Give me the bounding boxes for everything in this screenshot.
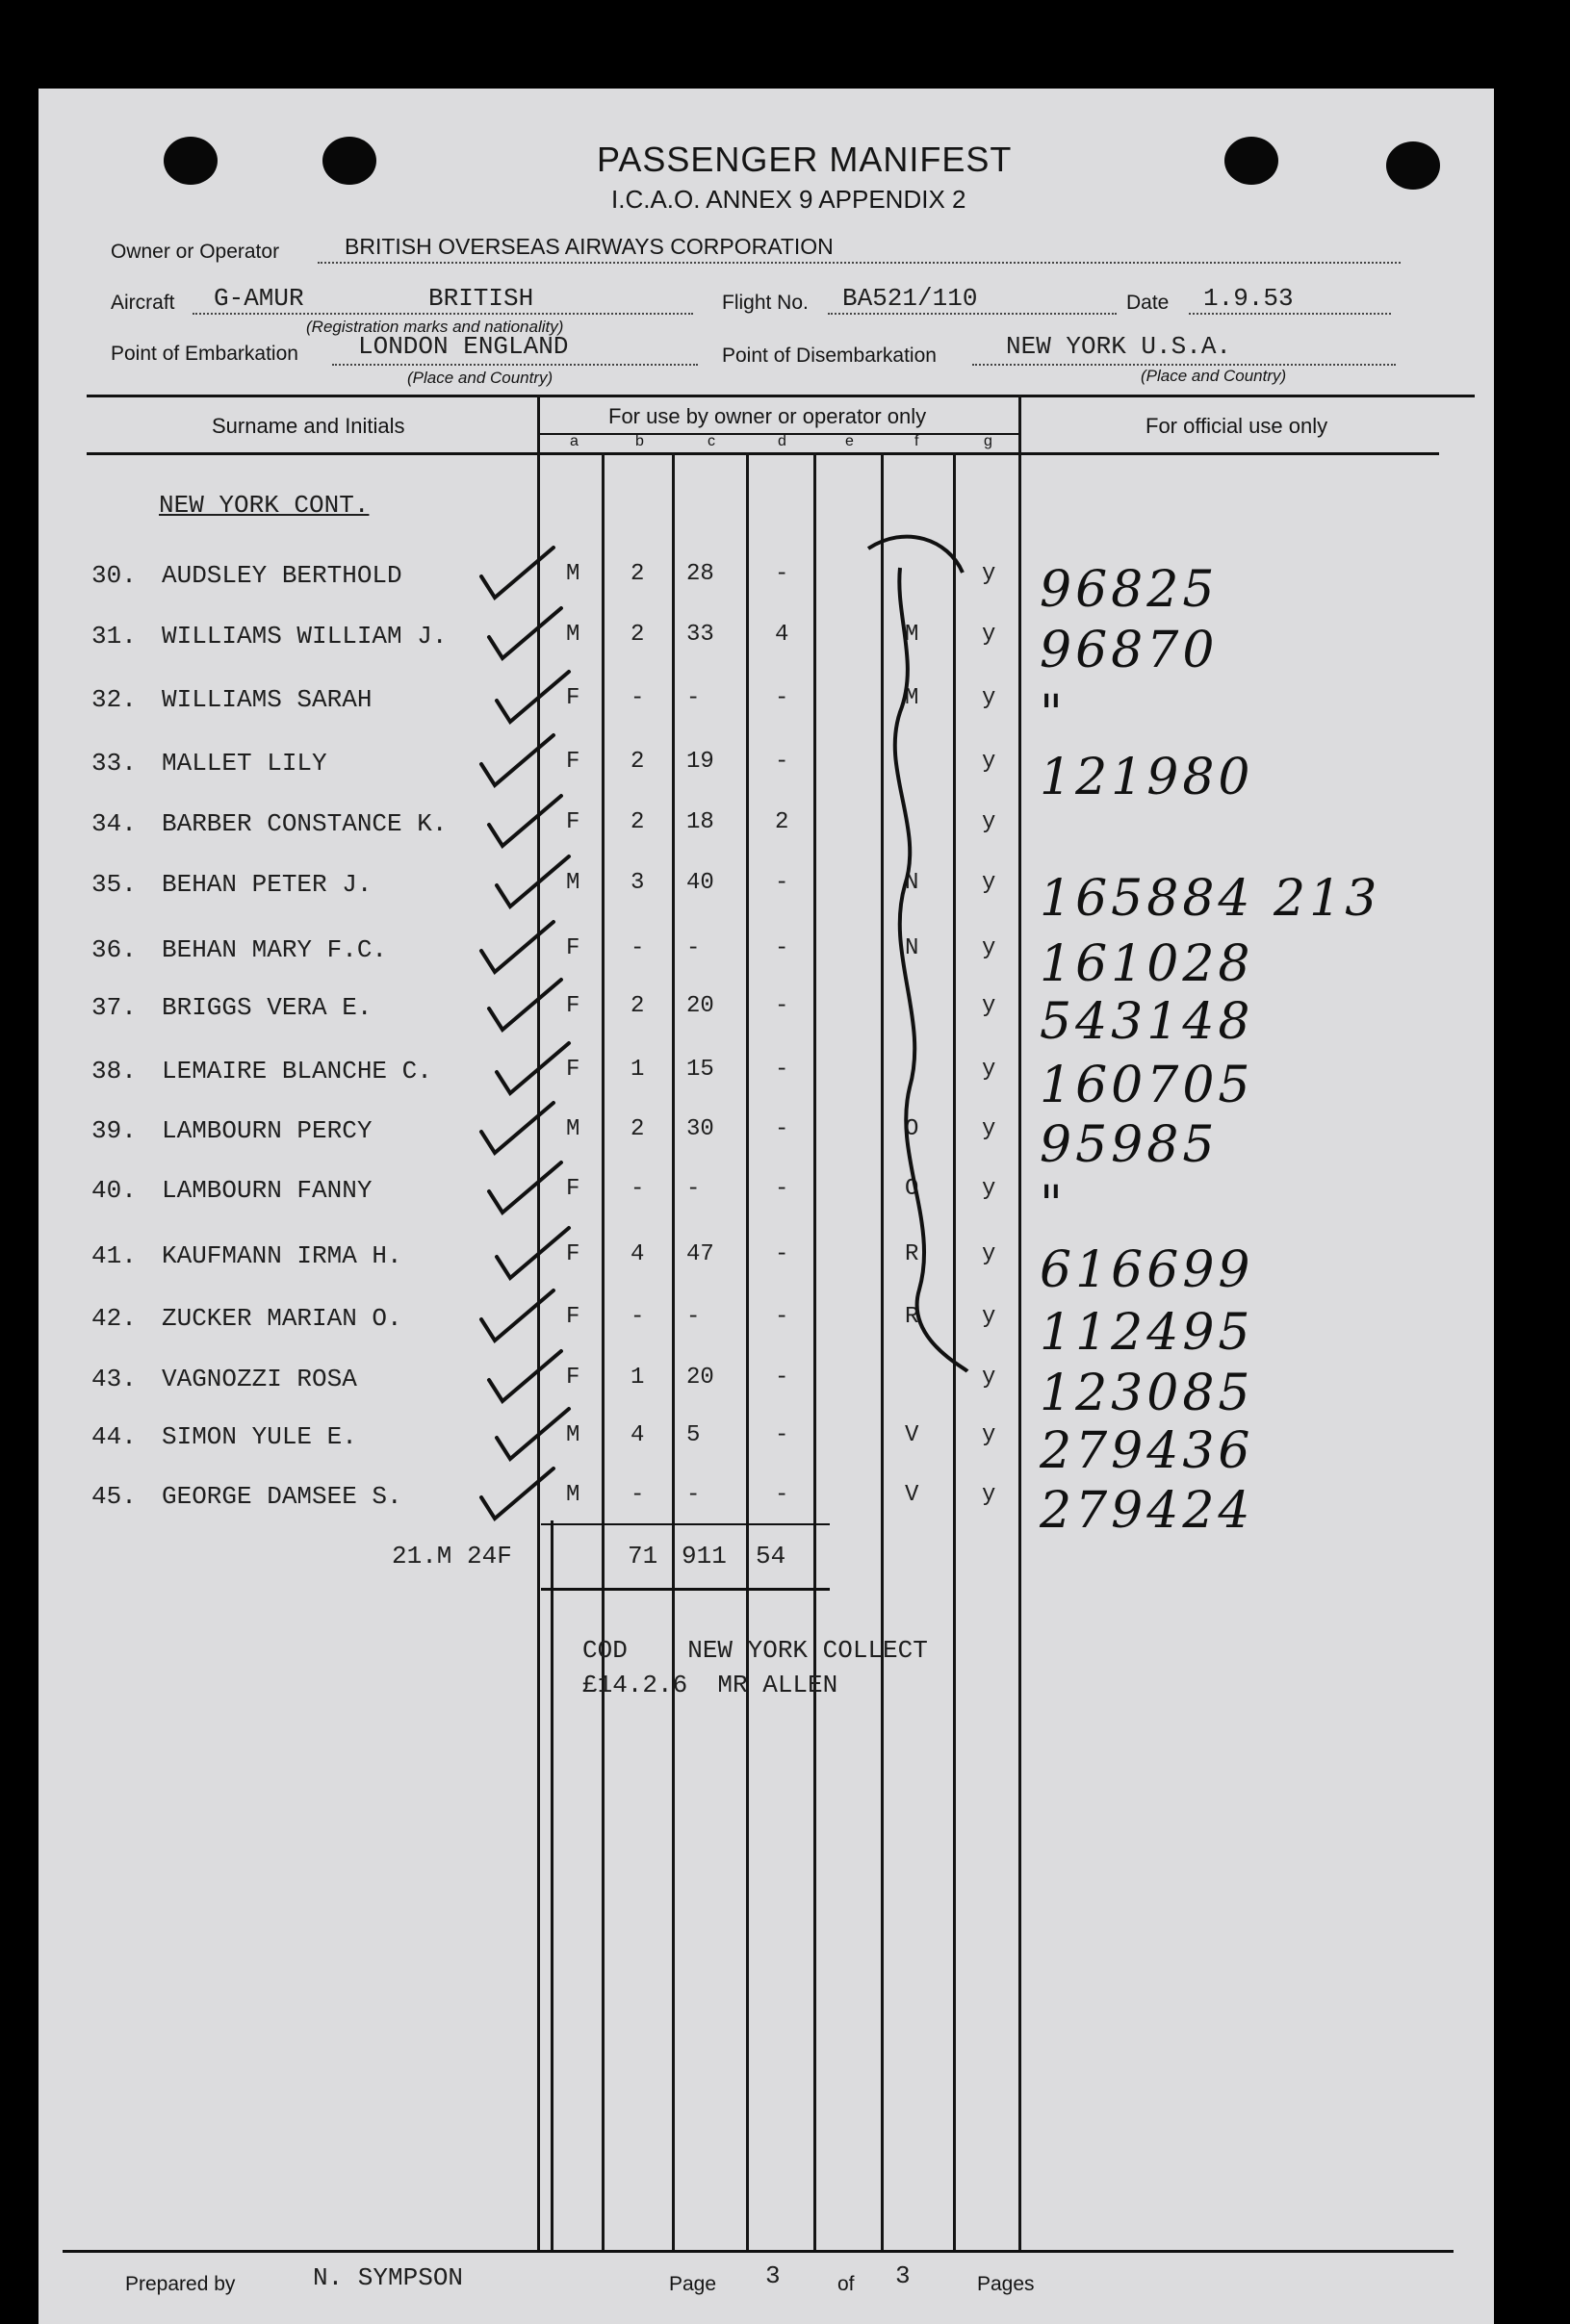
column-f-squiggle [868, 537, 967, 1371]
check-mark [497, 856, 569, 907]
official-number: 96825 [1040, 561, 1219, 619]
column-g-value: y [982, 749, 996, 775]
column-c-value: 20 [686, 1365, 714, 1391]
column-d-value: - [775, 993, 789, 1019]
totals-b: 71 [628, 1542, 658, 1571]
column-g-value: y [982, 1482, 996, 1508]
column-letter-b: b [635, 433, 644, 449]
passenger-name: LEMAIRE BLANCHE C. [162, 1057, 432, 1085]
owner-use-header: For use by owner or operator only [608, 404, 927, 428]
column-a-value: F [566, 685, 580, 711]
official-number: " [1040, 1176, 1067, 1234]
passenger-name: LAMBOURN FANNY [162, 1176, 373, 1205]
row-number: 40. [91, 1176, 137, 1205]
row-number: 42. [91, 1304, 137, 1333]
column-b-value: 3 [631, 870, 645, 896]
column-a-value: M [566, 561, 580, 587]
disembark-place-note: (Place and Country) [1141, 367, 1287, 385]
row-number: 30. [91, 561, 137, 590]
column-b-value: - [631, 935, 645, 961]
column-d-value: - [775, 1482, 789, 1508]
embark-place-note: (Place and Country) [407, 369, 553, 387]
date-value: 1.9.53 [1203, 284, 1294, 313]
column-d-value: - [775, 1241, 789, 1267]
check-mark [481, 1103, 553, 1153]
check-mark [489, 980, 561, 1030]
column-c-value: - [686, 1304, 701, 1330]
passenger-name: MALLET LILY [162, 749, 327, 778]
check-mark [497, 1043, 569, 1093]
aircraft-label: Aircraft [111, 292, 175, 314]
flight-no-label: Flight No. [722, 292, 809, 314]
column-d-value: - [775, 1422, 789, 1448]
column-d-value: - [775, 870, 789, 896]
check-mark [481, 1468, 553, 1519]
row-number: 38. [91, 1057, 137, 1085]
column-b-value: 2 [631, 1116, 645, 1142]
official-use-header: For official use only [1145, 414, 1328, 438]
prepared-by-value: N. SYMPSON [313, 2263, 464, 2292]
column-f-value: N [905, 870, 919, 896]
column-a-value: F [566, 749, 580, 775]
page-label: Page [669, 2273, 717, 2295]
column-c-value: - [686, 935, 701, 961]
column-a-value: F [566, 1365, 580, 1391]
aircraft-nationality: BRITISH [428, 284, 534, 313]
column-b-value: 2 [631, 622, 645, 648]
column-c-value: 40 [686, 870, 714, 896]
column-b-value: - [631, 1482, 645, 1508]
column-b-value: 4 [631, 1241, 645, 1267]
passenger-name: LAMBOURN PERCY [162, 1116, 373, 1145]
column-c-value: - [686, 685, 701, 711]
passenger-name: BEHAN PETER J. [162, 870, 373, 899]
column-f-value: R [905, 1241, 919, 1267]
column-a-value: F [566, 1304, 580, 1330]
row-number: 45. [91, 1482, 137, 1511]
official-number: 96870 [1040, 622, 1219, 679]
column-c-value: 18 [686, 809, 714, 835]
column-d-value: - [775, 1057, 789, 1083]
row-number: 34. [91, 809, 137, 838]
totals-c: 911 [682, 1542, 727, 1571]
section-heading: NEW YORK CONT. [159, 491, 370, 520]
column-b-value: 2 [631, 749, 645, 775]
surname-column-header: Surname and Initials [212, 414, 405, 438]
date-label: Date [1126, 292, 1170, 314]
column-b-value: - [631, 1176, 645, 1202]
column-c-value: 47 [686, 1241, 714, 1267]
column-b-value: - [631, 1304, 645, 1330]
column-a-value: M [566, 1482, 580, 1508]
column-f-value: N [905, 935, 919, 961]
column-f-value: M [905, 622, 919, 648]
column-g-value: y [982, 935, 996, 961]
column-c-value: 20 [686, 993, 714, 1019]
official-number: 543148 [1040, 993, 1254, 1051]
passenger-name: WILLIAMS SARAH [162, 685, 373, 714]
row-number: 35. [91, 870, 137, 899]
column-d-value: 4 [775, 622, 789, 648]
embarkation-label: Point of Embarkation [111, 343, 298, 365]
owner-label: Owner or Operator [111, 241, 280, 263]
column-c-value: 30 [686, 1116, 714, 1142]
totals-d: 54 [756, 1542, 786, 1571]
row-number: 36. [91, 935, 137, 964]
column-d-value: - [775, 935, 789, 961]
column-a-value: F [566, 935, 580, 961]
column-letter-f: f [914, 433, 919, 449]
column-letter-d: d [778, 433, 786, 449]
of-label: of [837, 2273, 855, 2295]
row-number: 43. [91, 1365, 137, 1393]
pages-label: Pages [977, 2273, 1035, 2295]
column-d-value: - [775, 1116, 789, 1142]
column-g-value: y [982, 1241, 996, 1267]
row-number: 41. [91, 1241, 137, 1270]
column-b-value: 4 [631, 1422, 645, 1448]
column-d-value: - [775, 749, 789, 775]
flight-no-value: BA521/110 [842, 284, 978, 313]
passenger-name: AUDSLEY BERTHOLD [162, 561, 402, 590]
document-title: PASSENGER MANIFEST [597, 140, 1013, 179]
row-number: 44. [91, 1422, 137, 1451]
collect-note: £14.2.6 MR ALLEN [582, 1671, 838, 1699]
disembarkation-value: NEW YORK U.S.A. [1006, 332, 1232, 361]
passenger-name: VAGNOZZI ROSA [162, 1365, 357, 1393]
official-number: 121980 [1040, 749, 1254, 806]
column-b-value: 1 [631, 1365, 645, 1391]
column-letter-e: e [845, 433, 854, 449]
passenger-name: ZUCKER MARIAN O. [162, 1304, 402, 1333]
column-d-value: 2 [775, 809, 789, 835]
passenger-name: SIMON YULE E. [162, 1422, 357, 1451]
official-number: 160705 [1040, 1057, 1254, 1114]
column-a-value: M [566, 1116, 580, 1142]
column-g-value: y [982, 809, 996, 835]
check-mark [497, 1228, 569, 1278]
column-c-value: 33 [686, 622, 714, 648]
column-a-value: M [566, 622, 580, 648]
column-f-value: V [905, 1422, 919, 1448]
column-d-value: - [775, 1176, 789, 1202]
column-a-value: F [566, 993, 580, 1019]
totals-label: 21.M 24F [392, 1542, 512, 1571]
row-number: 32. [91, 685, 137, 714]
owner-value: BRITISH OVERSEAS AIRWAYS CORPORATION [345, 234, 834, 259]
column-g-value: y [982, 1057, 996, 1083]
column-g-value: y [982, 993, 996, 1019]
column-a-value: M [566, 870, 580, 896]
passenger-name: BEHAN MARY F.C. [162, 935, 388, 964]
column-g-value: y [982, 622, 996, 648]
official-number: 95985 [1040, 1116, 1219, 1174]
column-c-value: - [686, 1176, 701, 1202]
column-c-value: 5 [686, 1422, 701, 1448]
column-g-value: y [982, 685, 996, 711]
official-number: 165884 213 [1040, 870, 1381, 928]
check-mark [481, 735, 553, 785]
column-a-value: F [566, 1241, 580, 1267]
embarkation-value: LONDON ENGLAND [358, 332, 569, 361]
check-mark [489, 1351, 561, 1401]
aircraft-registration: G-AMUR [214, 284, 304, 313]
column-d-value: - [775, 561, 789, 587]
check-mark [489, 608, 561, 658]
column-g-value: y [982, 1304, 996, 1330]
official-number: " [1040, 685, 1067, 743]
column-b-value: 2 [631, 993, 645, 1019]
check-mark [489, 1162, 561, 1213]
official-number: 616699 [1040, 1241, 1254, 1299]
passenger-name: WILLIAMS WILLIAM J. [162, 622, 448, 651]
check-mark [497, 672, 569, 722]
column-d-value: - [775, 1365, 789, 1391]
row-number: 31. [91, 622, 137, 651]
passenger-name: BRIGGS VERA E. [162, 993, 373, 1022]
passenger-name: KAUFMANN IRMA H. [162, 1241, 402, 1270]
prepared-by-label: Prepared by [125, 2273, 236, 2295]
official-number: 279436 [1040, 1422, 1254, 1480]
column-c-value: 19 [686, 749, 714, 775]
column-a-value: M [566, 1422, 580, 1448]
official-number: 123085 [1040, 1365, 1254, 1422]
column-letter-a: a [570, 433, 579, 449]
check-mark [481, 548, 553, 598]
column-c-value: - [686, 1482, 701, 1508]
check-mark [489, 796, 561, 846]
column-f-value: O [905, 1176, 919, 1202]
official-number: 279424 [1040, 1482, 1254, 1540]
column-f-value: O [905, 1116, 919, 1142]
column-b-value: - [631, 685, 645, 711]
official-number: 112495 [1040, 1304, 1254, 1362]
column-g-value: y [982, 1176, 996, 1202]
column-a-value: F [566, 1057, 580, 1083]
column-c-value: 28 [686, 561, 714, 587]
column-b-value: 1 [631, 1057, 645, 1083]
column-f-value: R [905, 1304, 919, 1330]
check-mark [497, 1409, 569, 1459]
column-g-value: y [982, 870, 996, 896]
column-c-value: 15 [686, 1057, 714, 1083]
check-mark [481, 1290, 553, 1341]
column-letter-g: g [984, 433, 992, 449]
official-number: 161028 [1040, 935, 1254, 993]
column-g-value: y [982, 1422, 996, 1448]
of-value: 3 [895, 2261, 911, 2290]
column-f-value: V [905, 1482, 919, 1508]
column-g-value: y [982, 561, 996, 587]
registration-note: (Registration marks and nationality) [306, 318, 564, 336]
column-g-value: y [982, 1116, 996, 1142]
passenger-name: BARBER CONSTANCE K. [162, 809, 448, 838]
cod-note: COD NEW YORK COLLECT [582, 1636, 928, 1665]
row-number: 37. [91, 993, 137, 1022]
column-b-value: 2 [631, 561, 645, 587]
check-mark [481, 922, 553, 972]
row-number: 39. [91, 1116, 137, 1145]
disembarkation-label: Point of Disembarkation [722, 345, 937, 367]
column-b-value: 2 [631, 809, 645, 835]
page-value: 3 [765, 2261, 781, 2290]
column-g-value: y [982, 1365, 996, 1391]
column-a-value: F [566, 1176, 580, 1202]
column-d-value: - [775, 1304, 789, 1330]
column-a-value: F [566, 809, 580, 835]
column-d-value: - [775, 685, 789, 711]
row-number: 33. [91, 749, 137, 778]
column-letter-c: c [708, 433, 715, 449]
passenger-name: GEORGE DAMSEE S. [162, 1482, 402, 1511]
column-f-value: M [905, 685, 919, 711]
document-subtitle: I.C.A.O. ANNEX 9 APPENDIX 2 [611, 185, 966, 214]
